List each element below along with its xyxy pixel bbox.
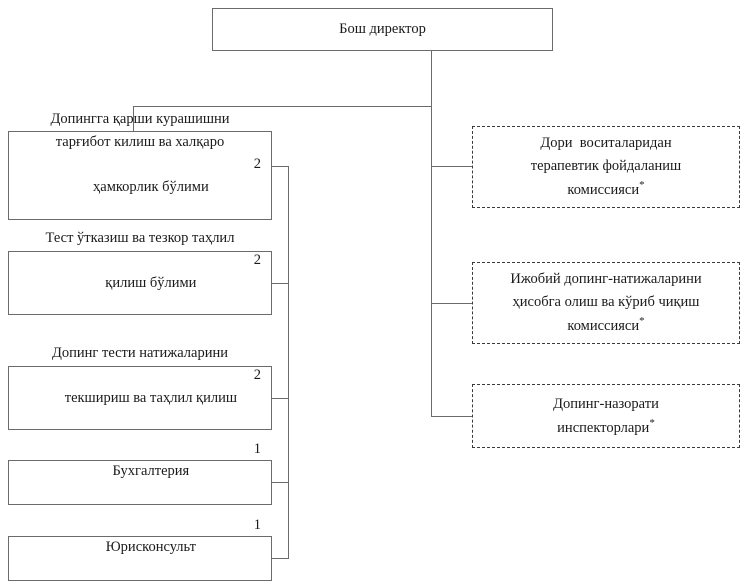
node-line-text: комиссияси xyxy=(567,182,640,199)
node-line xyxy=(473,177,739,201)
node-line: ҳисобга олиш ва кўриб чиқиш xyxy=(512,293,700,310)
node-line-text: ҳамкорлик бўлими xyxy=(93,178,209,195)
node-line: Ижобий допинг-натижаларини xyxy=(510,271,702,288)
node-line-text: инспекторлари xyxy=(557,419,650,436)
node-line: Дори воситаларидан xyxy=(540,135,672,152)
node-line: Допинг-назорати xyxy=(553,395,659,412)
node-line: Допинг тести натижаларини xyxy=(52,344,228,361)
staff-count: 2 xyxy=(253,367,261,384)
node-line: Допингга қарши курашишни xyxy=(50,111,230,128)
staff-count: 1 xyxy=(253,440,261,457)
node-positive-results-review-commission[interactable] xyxy=(472,262,740,344)
connector-right-branch-3 xyxy=(431,416,472,417)
node-line: терапевтик фойдаланиш xyxy=(530,157,682,174)
node-general-director-label: Бош директор xyxy=(339,21,426,38)
node-doping-control-inspectors[interactable] xyxy=(472,384,740,448)
connector-left-stub-1 xyxy=(271,166,289,167)
staff-count: 2 xyxy=(253,252,261,269)
node-doping-test-results-review-department[interactable] xyxy=(8,344,272,430)
node-general-director[interactable] xyxy=(212,8,553,51)
connector-left-stub-3 xyxy=(271,398,289,399)
node-testing-and-rapid-analysis-department[interactable] xyxy=(8,229,272,315)
connector-right-branch-1 xyxy=(431,166,472,167)
footnote-marker: * xyxy=(639,315,645,328)
connector-right-trunk xyxy=(431,106,432,416)
node-line xyxy=(473,313,739,337)
node-therapeutic-use-exemption-commission[interactable] xyxy=(472,126,740,208)
node-accounting-department[interactable] xyxy=(8,440,272,505)
node-line-text: қилиш бўлими xyxy=(105,274,197,291)
node-line-text: текшириш ва таҳлил қилиш xyxy=(64,389,238,406)
footnote-marker: * xyxy=(649,417,655,430)
node-line: Тест ўтказиш ва тезкор таҳлил xyxy=(45,229,235,246)
node-line-text: комиссияси xyxy=(567,318,640,335)
node-line-with-count xyxy=(9,249,271,339)
connector-left-spine xyxy=(288,166,289,558)
connector-left-stub-2 xyxy=(271,283,289,284)
footnote-marker: * xyxy=(639,179,645,192)
node-anti-doping-promotion-department[interactable] xyxy=(8,111,272,220)
connector-right-branch-2 xyxy=(431,303,472,304)
node-line xyxy=(473,415,739,439)
node-legal-counsel[interactable] xyxy=(8,516,272,581)
staff-count: 1 xyxy=(253,516,261,533)
connector-left-stub-5 xyxy=(271,558,289,559)
connector-left-stub-4 xyxy=(271,482,289,483)
connector-main-bus xyxy=(133,106,431,107)
node-line-text: Юрисконсульт xyxy=(105,539,196,556)
connector-root-down xyxy=(431,50,432,106)
staff-count: 2 xyxy=(253,156,261,173)
node-line-with-count xyxy=(9,514,271,586)
node-line-text: Бухгалтерия xyxy=(112,463,190,480)
node-line: тарғибот килиш ва халқаро xyxy=(55,133,225,150)
